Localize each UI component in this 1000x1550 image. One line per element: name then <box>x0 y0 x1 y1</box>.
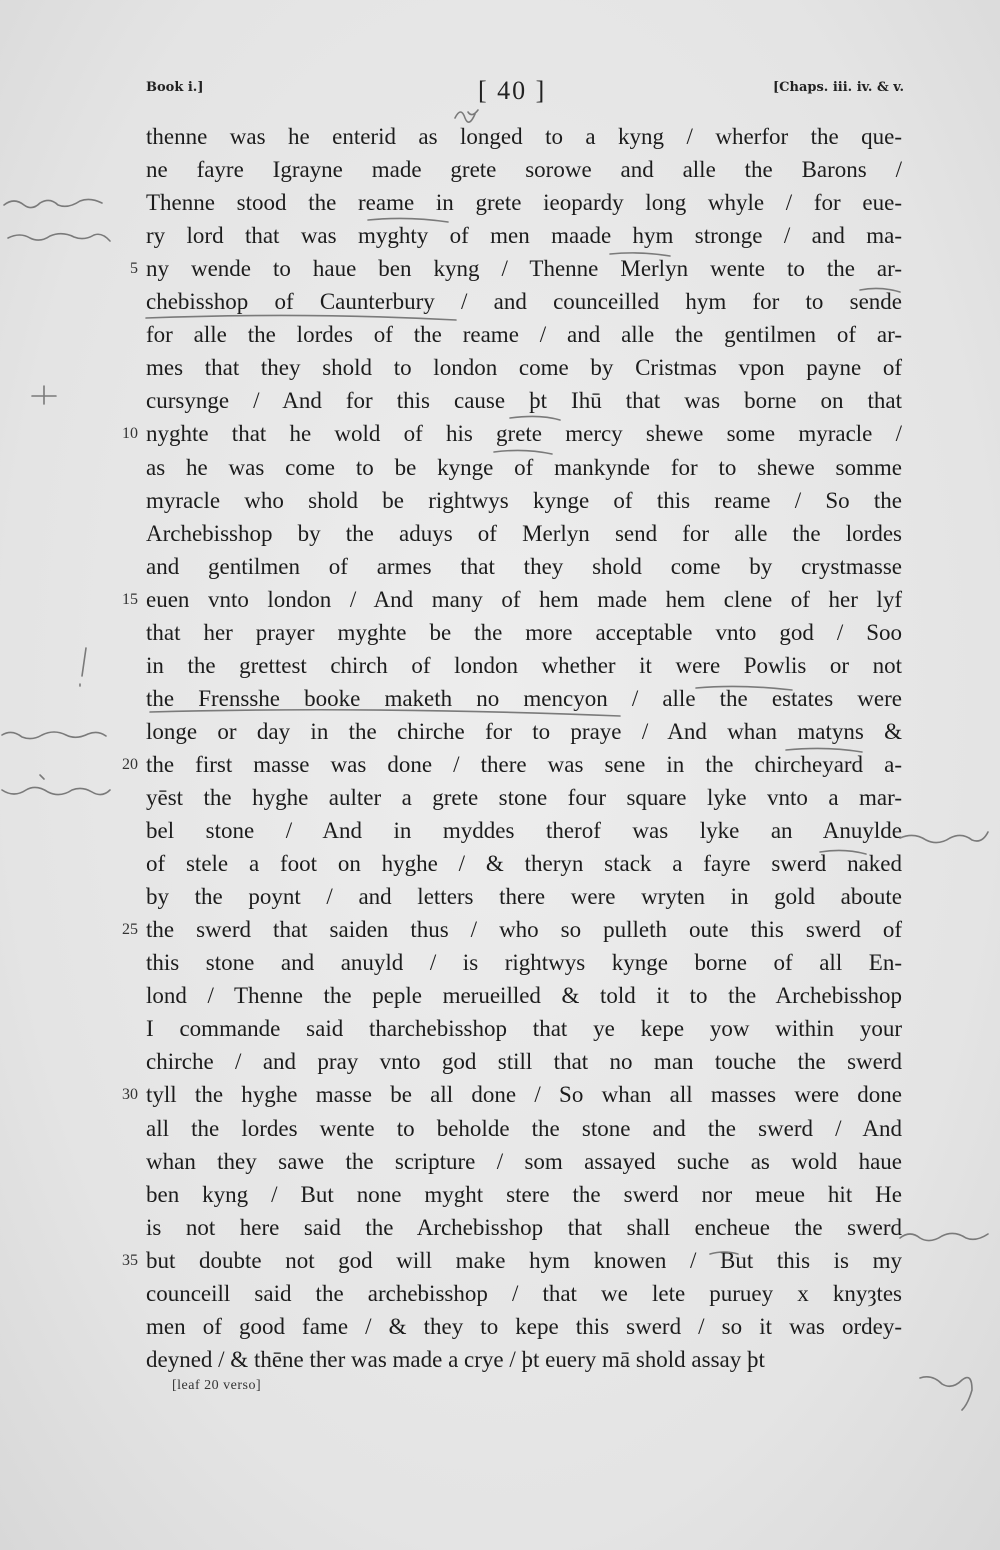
text-line: by the poynt / and letters there were wryten in gold aboute <box>146 884 902 910</box>
text-line: in the grettest chirch of london whether it were Powlis or not <box>146 652 902 678</box>
text-line: bel stone / And in myddes therof was lyke an Anuylde <box>146 818 902 844</box>
margin-scribble <box>2 732 106 739</box>
text-line: the Frensshe booke maketh no mencyon / alle the estates were <box>146 685 902 711</box>
margin-scribble <box>8 234 110 241</box>
text-line: cursynge / And for this cause þt Ihū that was borne on that <box>146 388 902 414</box>
text-line: for alle the lordes of the reame / and alle the gentilmen of ar- <box>146 322 902 348</box>
text-line: is not here said the Archebisshop that shall encheue the swerd <box>146 1214 902 1240</box>
text-line: I commande said tharchebisshop that ye kepe yow within your <box>146 1016 902 1042</box>
text-line: lond / Thenne the peple merueilled & told it to the Archebisshop <box>146 983 902 1009</box>
text-line: that her prayer myghte be the more acceptable vnto god / Soo <box>146 619 902 645</box>
line-number: 35 <box>122 1251 138 1269</box>
text-line: this stone and anuyld / is rightwys kynge borne of all En- <box>146 950 902 976</box>
text-line: thenne was he enterid as longed to a kyng / wherfor the que- <box>146 124 902 149</box>
page-number: [ 40 ] <box>478 76 547 105</box>
text-line: men of good fame / & they to kepe this swerd / so it was ordey- <box>146 1313 902 1339</box>
line-number: 25 <box>122 921 138 939</box>
line-number: 10 <box>122 425 138 443</box>
margin-scribble <box>920 1377 972 1410</box>
text-line: mes that they shold to london come by Cristmas vpon payne of <box>146 355 902 381</box>
line-number: 5 <box>130 260 138 278</box>
text-line: nyghte that he wold of his grete mercy shewe some myracle / <box>146 421 902 447</box>
text-line: as he was come to be kynge of mankynde for to shewe somme <box>146 454 902 480</box>
margin-scribble <box>900 832 988 843</box>
text-line: the first masse was done / there was sene in the chircheyard a- <box>146 751 902 777</box>
text-line: tyll the hyghe masse be all done / So whan all masses were done <box>146 1082 902 1108</box>
text-line: of stele a foot on hyghe / & theryn stack a fayre swerd naked <box>146 851 902 877</box>
text-line: deyned / & thēne ther was made a crye / þt euery mā shold assay þt <box>146 1346 765 1372</box>
margin-scribble <box>4 199 102 207</box>
text-line: yēst the hyghe aulter a grete stone four square lyke vnto a mar- <box>146 785 902 810</box>
text-line: longe or day in the chirche for to praye / And whan matyns & <box>146 718 902 744</box>
text-line: and gentilmen of armes that they shold come by crystmasse <box>146 553 902 579</box>
margin-cross <box>32 386 56 404</box>
text-line: chebisshop of Caunterbury / and counceilled hym for to sende <box>146 289 902 315</box>
margin-scribble <box>900 1233 988 1240</box>
text-line: ne fayre Igrayne made grete sorowe and alle the Barons / <box>146 157 902 183</box>
text-line: ry lord that was myghty of men maade hym stronge / and ma- <box>146 223 902 249</box>
line-number: 15 <box>122 590 138 608</box>
text-line: but doubte not god will make hym knowen / But this is my <box>146 1247 902 1273</box>
text-line: all the lordes wente to beholde the stone and the swerd / And <box>146 1115 902 1141</box>
text-line: whan they sawe the scripture / som assayed suche as wold haue <box>146 1148 902 1174</box>
text-line: ben kyng / But none myght stere the swerd nor meue hit He <box>146 1181 902 1207</box>
margin-exclamation <box>80 648 86 686</box>
running-head-book: Book i.] <box>146 80 204 95</box>
line-number: 20 <box>122 755 138 773</box>
text-line: euen vnto london / And many of hem made hem clene of her lyf <box>146 586 902 612</box>
text-line: ny wende to haue ben kyng / Thenne Merlyn wente to the ar- <box>146 256 902 282</box>
text-line: the swerd that saiden thus / who so pulleth oute this swerd of <box>146 917 902 943</box>
text-line: Thenne stood the reame in grete ieopardy long whyle / for eue- <box>146 190 902 216</box>
margin-scribble <box>2 775 110 795</box>
leaf-note: [leaf 20 verso] <box>172 1378 262 1393</box>
text-line: counceill said the archebisshop / that we lete puruey x knyȝtes <box>146 1280 902 1306</box>
running-head-chapters: [Chaps. iii. iv. & v. <box>773 80 904 95</box>
text-line: chirche / and pray vnto god still that no man touche the swerd <box>146 1049 902 1075</box>
text-line: myracle who shold be rightwys kynge of this reame / So the <box>146 487 902 513</box>
text-line: Archebisshop by the aduys of Merlyn send for alle the lordes <box>146 520 902 546</box>
line-number: 30 <box>122 1086 138 1104</box>
